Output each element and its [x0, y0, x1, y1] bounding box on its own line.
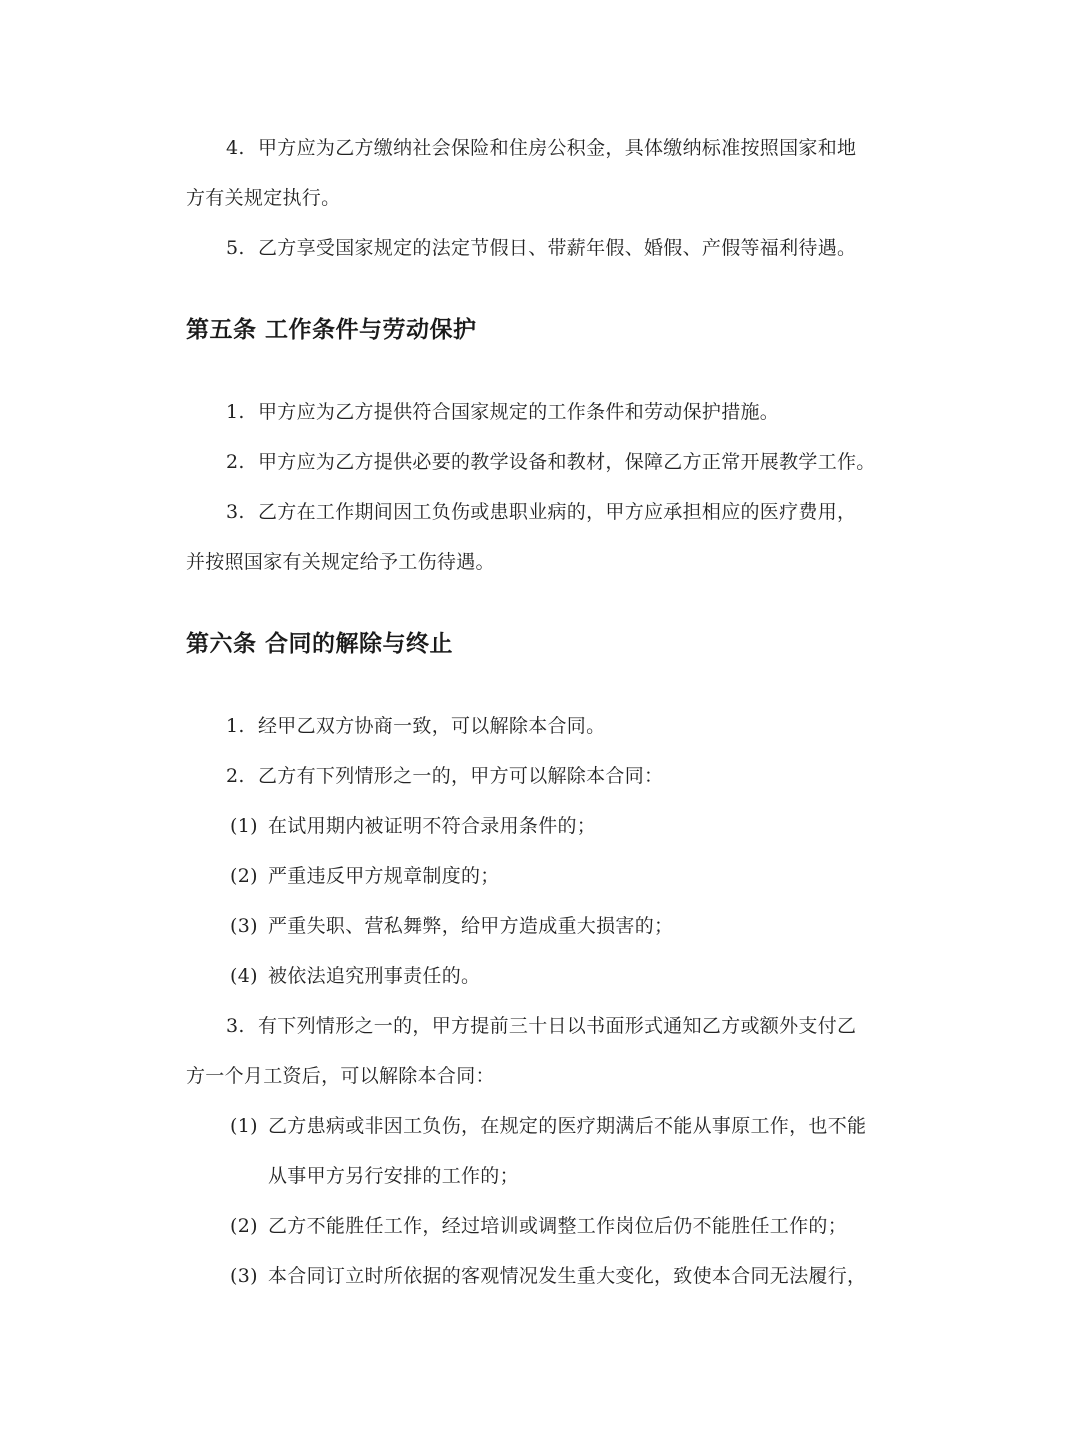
sub-clause-text: 严重失职、营私舞弊，给甲方造成重大损害的； — [268, 915, 674, 937]
clause-text-continuation: 方有关规定执行。 — [186, 187, 341, 209]
clause-item — [226, 711, 605, 741]
sub-clause-text: 在试用期内被证明不符合录用条件的； — [268, 815, 597, 837]
clause-text-continuation: 方一个月工资后，可以解除本合同： — [186, 1065, 495, 1087]
sub-clause-number: (2) — [230, 865, 258, 887]
section-heading: 第六条 合同的解除与终止 — [186, 631, 454, 657]
clause-number: 2. — [226, 451, 245, 473]
clause-item — [226, 1011, 856, 1041]
sub-clause-item — [230, 1111, 866, 1141]
sub-clause-item — [230, 911, 673, 941]
sub-clause-text: 被依法追究刑事责任的。 — [268, 965, 481, 987]
sub-clause-text: 乙方患病或非因工负伤，在规定的医疗期满后不能从事原工作，也不能 — [268, 1115, 867, 1137]
sub-clause-text-continuation: 从事甲方另行安排的工作的； — [268, 1165, 519, 1187]
sub-clause-text: 乙方不能胜任工作，经过培训或调整工作岗位后仍不能胜任工作的； — [268, 1215, 848, 1237]
clause-item — [226, 133, 856, 163]
clause-text: 乙方享受国家规定的法定节假日、带薪年假、婚假、产假等福利待遇。 — [258, 237, 857, 259]
clause-text: 经甲乙双方协商一致，可以解除本合同。 — [258, 715, 606, 737]
sub-clause-item — [230, 1211, 847, 1241]
clause-text-continuation: 并按照国家有关规定给予工伤待遇。 — [186, 551, 495, 573]
clause-item — [226, 397, 779, 427]
clause-number: 1. — [226, 715, 245, 737]
clause-text: 甲方应为乙方提供符合国家规定的工作条件和劳动保护措施。 — [258, 401, 780, 423]
section-heading: 第五条 工作条件与劳动保护 — [186, 317, 477, 343]
clause-number: 3. — [226, 1015, 245, 1037]
sub-clause-text: 本合同订立时所依据的客观情况发生重大变化，致使本合同无法履行， — [268, 1265, 867, 1287]
clause-number: 2. — [226, 765, 245, 787]
clause-item — [226, 761, 663, 791]
clause-text: 甲方应为乙方提供必要的教学设备和教材，保障乙方正常开展教学工作。 — [258, 451, 876, 473]
clause-item — [226, 447, 876, 477]
sub-clause-number: (4) — [230, 965, 258, 987]
clause-number: 3. — [226, 501, 245, 523]
clause-item — [226, 233, 856, 263]
clause-number: 4. — [226, 137, 245, 159]
sub-clause-item — [230, 1261, 866, 1291]
clause-number: 5. — [226, 237, 245, 259]
sub-clause-item — [230, 811, 596, 841]
sub-clause-number: (3) — [230, 1265, 258, 1287]
clause-text: 乙方在工作期间因工负伤或患职业病的，甲方应承担相应的医疗费用， — [258, 501, 857, 523]
clause-text: 有下列情形之一的，甲方提前三十日以书面形式通知乙方或额外支付乙 — [258, 1015, 857, 1037]
clause-text: 乙方有下列情形之一的，甲方可以解除本合同： — [258, 765, 664, 787]
sub-clause-item — [230, 861, 500, 891]
sub-clause-number: (1) — [230, 815, 258, 837]
clause-item — [226, 497, 856, 527]
sub-clause-number: (2) — [230, 1215, 258, 1237]
sub-clause-item — [230, 961, 480, 991]
sub-clause-text: 严重违反甲方规章制度的； — [268, 865, 500, 887]
sub-clause-number: (3) — [230, 915, 258, 937]
sub-clause-number: (1) — [230, 1115, 258, 1137]
clause-number: 1. — [226, 401, 245, 423]
clause-text: 甲方应为乙方缴纳社会保险和住房公积金，具体缴纳标准按照国家和地 — [258, 137, 857, 159]
